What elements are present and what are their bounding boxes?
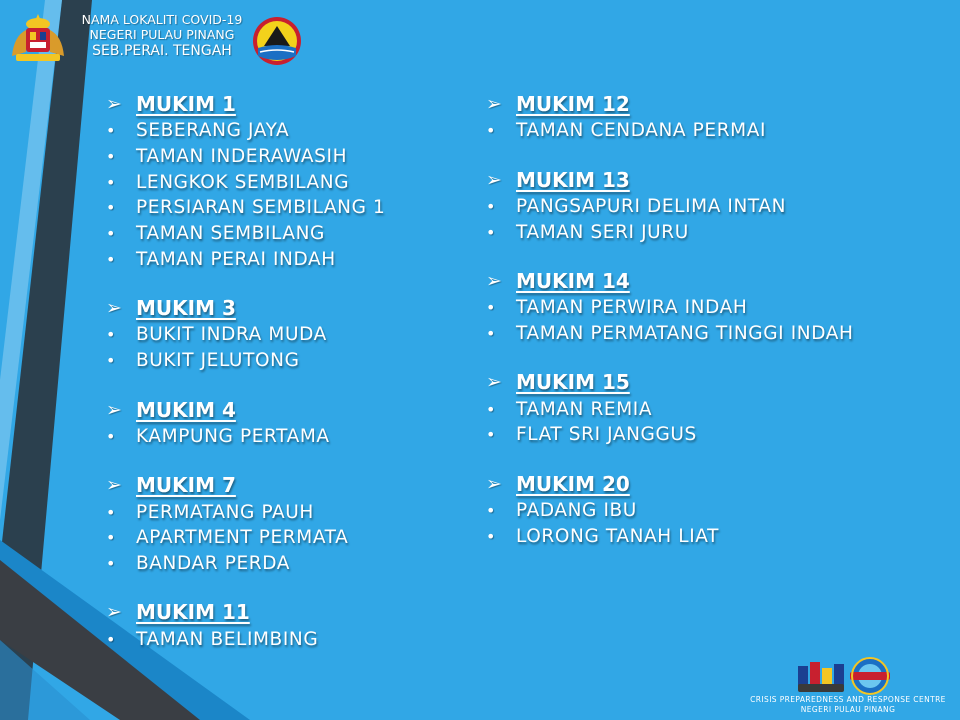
list-item	[486, 396, 854, 422]
list-item	[486, 118, 854, 144]
locality-name: LENGKOK SEMBILANG	[136, 171, 350, 193]
arrow-icon: ➢	[106, 297, 122, 320]
bullet-icon: •	[486, 526, 496, 546]
locality-name: TAMAN SERI JURU	[516, 221, 689, 243]
right-column	[486, 90, 854, 571]
locality-name: TAMAN BELIMBING	[136, 628, 319, 650]
locality-name: TAMAN PERMATANG TINGGI INDAH	[516, 323, 854, 345]
list-item	[486, 219, 854, 245]
bullet-icon: •	[106, 426, 116, 446]
locality-name: KAMPUNG PERTAMA	[136, 425, 330, 447]
bullet-icon: •	[106, 351, 116, 371]
list-item	[106, 348, 385, 374]
bullet-icon: •	[486, 222, 496, 242]
bullet-icon: •	[486, 324, 496, 344]
bullet-icon: •	[486, 501, 496, 521]
locality-name: TAMAN CENDANA PERMAI	[516, 120, 767, 142]
locality-name: BUKIT JELUTONG	[136, 350, 300, 372]
bullet-icon: •	[486, 298, 496, 318]
locality-name: BUKIT INDRA MUDA	[136, 324, 327, 346]
list-item	[486, 422, 854, 448]
list-item	[486, 321, 854, 347]
bullet-icon: •	[486, 399, 496, 419]
list-item	[106, 195, 385, 221]
footer-text	[742, 695, 954, 715]
arrow-icon: ➢	[106, 398, 122, 421]
locality-name: LORONG TANAH LIAT	[516, 525, 719, 547]
mukim-group	[486, 267, 854, 346]
list-item	[106, 246, 385, 272]
arrow-icon: ➢	[486, 270, 502, 293]
list-item	[106, 169, 385, 195]
bullet-icon: •	[106, 528, 116, 548]
bullet-icon: •	[106, 249, 116, 269]
locality-name: BANDAR PERDA	[136, 552, 290, 574]
mukim-heading: MUKIM 13	[516, 167, 630, 192]
mukim-heading: MUKIM 7	[136, 473, 236, 498]
list-item	[106, 221, 385, 247]
mukim-heading: MUKIM 3	[136, 296, 236, 321]
locality-name: TAMAN PERAI INDAH	[136, 248, 336, 270]
mukim-heading: MUKIM 4	[136, 397, 236, 422]
bullet-icon: •	[106, 629, 116, 649]
bullet-icon: •	[106, 224, 116, 244]
locality-name: SEBERANG JAYA	[136, 120, 290, 142]
list-item	[106, 322, 385, 348]
mukim-group	[106, 471, 385, 576]
locality-name: PERMATANG PAUH	[136, 501, 314, 523]
bullet-icon: •	[106, 172, 116, 192]
locality-name: APARTMENT PERMATA	[136, 527, 349, 549]
list-item	[106, 144, 385, 170]
arrow-icon: ➢	[486, 371, 502, 394]
header-line-1: NAMA LOKALITI COVID-19	[81, 12, 243, 27]
mukim-group	[106, 598, 385, 652]
bullet-icon: •	[106, 121, 116, 141]
mukim-group	[486, 90, 854, 144]
mukim-heading: MUKIM 12	[516, 92, 630, 116]
list-item	[106, 424, 385, 450]
mukim-heading: MUKIM 1	[136, 92, 236, 116]
bullet-icon: •	[486, 121, 496, 141]
header-title	[74, 12, 250, 59]
badge-logo-icon	[848, 656, 892, 696]
list-item	[486, 524, 854, 550]
list-item	[106, 118, 385, 144]
mukim-heading: MUKIM 14	[516, 269, 630, 294]
mukim-group	[106, 396, 385, 450]
arrow-icon: ➢	[106, 93, 122, 115]
cprc-logo-icon	[796, 660, 846, 694]
list-item	[106, 626, 385, 652]
locality-name: PERSIARAN SEMBILANG 1	[136, 197, 386, 219]
bullet-icon: •	[106, 553, 116, 573]
list-item	[486, 295, 854, 321]
mukim-heading: MUKIM 15	[516, 370, 630, 395]
locality-name: PANGSAPURI DELIMA INTAN	[516, 196, 787, 218]
mukim-heading: MUKIM 20	[516, 471, 630, 496]
mukim-group	[486, 166, 854, 245]
list-item	[106, 525, 385, 551]
bullet-icon: •	[106, 502, 116, 522]
mukim-heading: MUKIM 11	[136, 600, 250, 625]
footer-line-2: NEGERI PULAU PINANG	[800, 705, 896, 714]
locality-name: TAMAN INDERAWASIH	[136, 146, 348, 168]
list-item	[486, 498, 854, 524]
coat-of-arms-icon	[6, 12, 70, 66]
header-line-2: NEGERI PULAU PINANG	[89, 27, 235, 42]
header-line-3: SEB.PERAI. TENGAH	[92, 43, 232, 59]
bullet-icon: •	[486, 197, 496, 217]
arrow-icon: ➢	[486, 472, 502, 495]
bullet-icon: •	[486, 425, 496, 445]
mukim-group	[106, 90, 385, 272]
bullet-icon: •	[106, 147, 116, 167]
locality-name: FLAT SRI JANGGUS	[516, 424, 697, 446]
arrow-icon: ➢	[106, 601, 122, 624]
locality-name: TAMAN REMIA	[516, 398, 653, 420]
mukim-group	[486, 470, 854, 549]
arrow-icon: ➢	[486, 168, 502, 191]
arrow-icon: ➢	[106, 474, 122, 497]
locality-name: TAMAN SEMBILANG	[136, 223, 325, 245]
state-logo-icon	[252, 16, 302, 66]
arrow-icon: ➢	[486, 93, 502, 115]
mukim-group	[106, 294, 385, 373]
left-column	[106, 90, 385, 674]
list-item	[106, 499, 385, 525]
bullet-icon: •	[106, 198, 116, 218]
footer-line-1: CRISIS PREPAREDNESS AND RESPONSE CENTRE	[750, 695, 946, 704]
bullet-icon: •	[106, 325, 116, 345]
list-item	[486, 194, 854, 220]
list-item	[106, 551, 385, 577]
locality-name: TAMAN PERWIRA INDAH	[516, 297, 748, 319]
locality-name: PADANG IBU	[516, 500, 637, 522]
mukim-group	[486, 368, 854, 447]
